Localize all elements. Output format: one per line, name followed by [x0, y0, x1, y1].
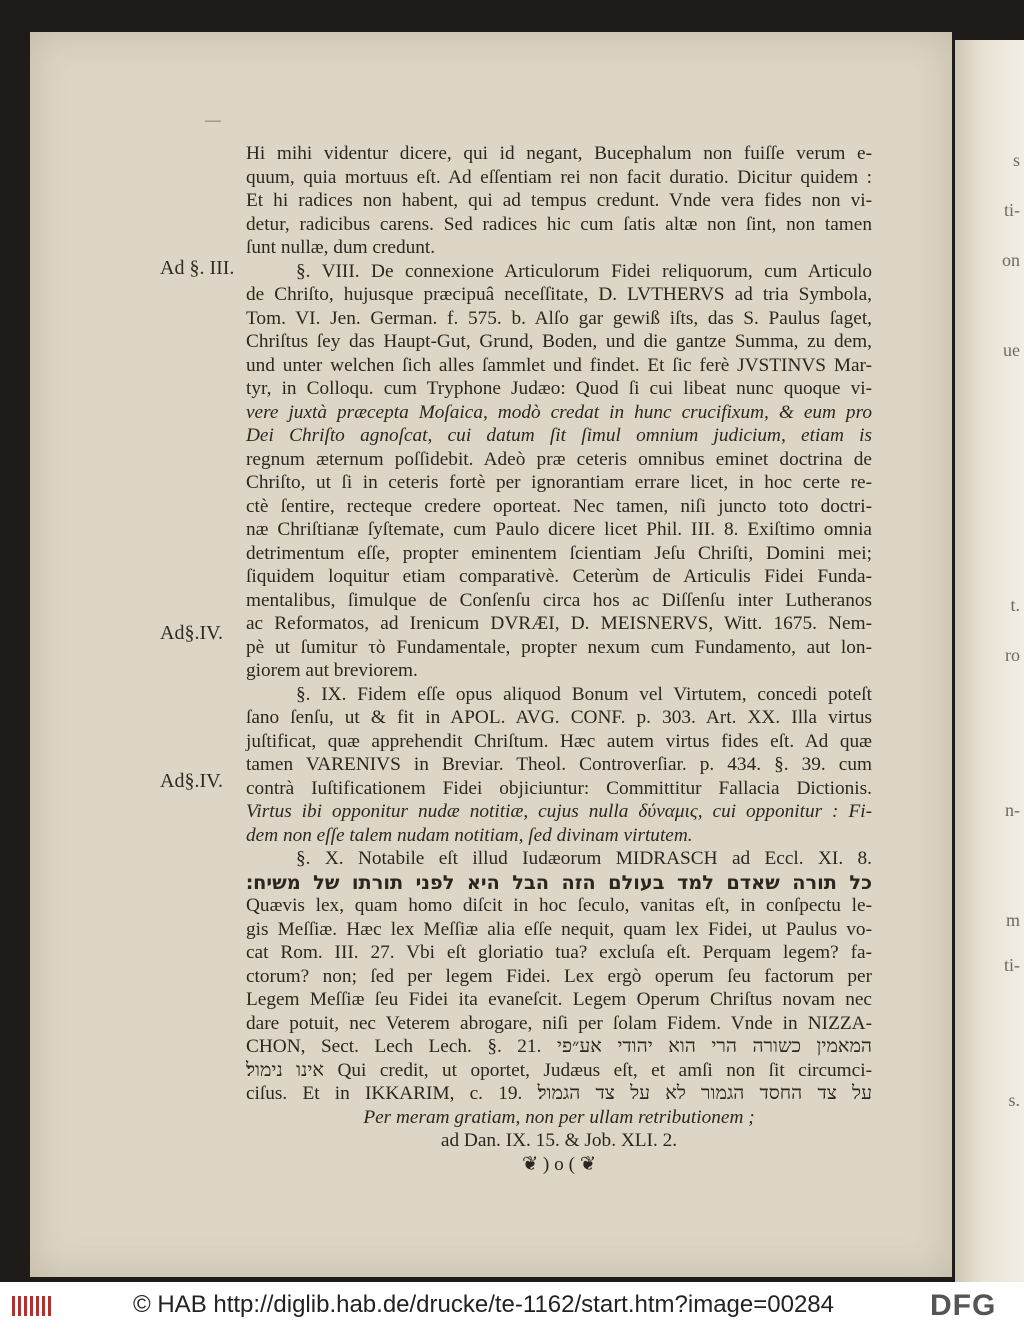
text-line: Per meram gratiam, non per ullam retributionem ; [363, 1106, 755, 1128]
text-line: אינו נימול׃ Qui credit, ut oportet, Judæus eſt, et amſi non ſit circumci- [246, 1059, 873, 1081]
text-line: ctorum? non; ſed per legem Fidei. Lex ergò operum ſeu factorum per [246, 965, 872, 987]
copyright-url[interactable]: © HAB http://diglib.hab.de/drucke/te-1162/start.htm?image=00284 [133, 1291, 834, 1318]
text-line: tyr, in Colloqu. cum Tryphone Judæo: Quod ſi cui libeat nunc quoque vi- [246, 378, 872, 399]
text-line: und unter welchen ſich alles ſammlet und findet. Et ſic ferè JVSTINVS Mar- [246, 354, 872, 376]
hab-library-icon [10, 1292, 54, 1320]
facing-page-edge [955, 40, 1024, 1282]
text-line: detrimentum eſſe, propter eminentem ſcientiam Jeſu Chriſti, Domini mei; [246, 542, 872, 564]
footer-bar [0, 1282, 1024, 1329]
text-line: Dei Chriſto agnoſcat, cui datum ſit ſimul omnium judicium, etiam is [246, 425, 872, 446]
text-line: pè ut ſumitur τὸ Fundamentale, propter nexum cum Fundamento, aut lon- [246, 636, 872, 658]
text-line: Tom. VI. Jen. German. f. 575. b. Alſo gar gewiß iſts, das S. Paulus ſaget, [246, 307, 872, 329]
margin-note: Ad§.IV. [160, 770, 223, 792]
text-line: ctè ſentire, recteque credere oporteat. Nec tamen, niſi juncto toto doctri- [246, 495, 872, 517]
text-line: Legem Meſſiæ ſeu Fidei ita evaneſcit. Legem Operum Chriſtus novam nec [246, 989, 872, 1010]
text-line: Quævis lex, quam homo diſcit in hoc ſeculo, vanitas eſt, in conſpectu le- [246, 895, 872, 916]
text-line: §. X. Notabile eſt illud Iudæorum MIDRASCH ad Eccl. XI. 8. [296, 848, 872, 869]
facing-page-fragment: ue [1003, 340, 1020, 360]
text-line: ad Dan. IX. 15. & Job. XLI. 2. [440, 1130, 678, 1151]
text-line: gis Meſſiæ. Hæc lex Meſſiæ alia eſſe nequit, quam lex Fidei, ut Paulus vo- [246, 918, 872, 940]
facing-page-fragment: n- [1005, 800, 1020, 820]
facing-page-fragment: ti- [1004, 200, 1020, 220]
text-line: Chriſto, ut ſi in ceteris fortè per ignorantiam errare licet, in hoc certe re- [246, 472, 872, 493]
text-line: §. IX. Fidem eſſe opus aliquod Bonum vel Virtutem, concedi poteſt [296, 683, 872, 705]
text-line: mentalibus, ſimulque de Conſenſu circa hos ac Diſſenſu inter Lutheranos [246, 589, 872, 611]
facing-page-fragment: s [1012, 150, 1020, 170]
text-line: Et hi radices non habent, qui ad tempus credunt. Vnde vera fides non vi- [246, 190, 872, 211]
margin-note: Ad§.IV. [160, 622, 223, 644]
text-line: dem non eſſe talem nudam notitiam, ſed divinam virtutem. [246, 824, 693, 846]
facing-page-fragment: m [1005, 910, 1020, 930]
text-line: de Chriſto, hujusque præcipuâ neceſſitate, D. LVTHERVS ad tria Symbola, [246, 284, 872, 305]
text-line: ciſus. Et in IKKARIM, c. 19. על צד החסד הגמור לא על צד הגמול׃ [246, 1083, 872, 1104]
facing-page-fragment: on [1002, 250, 1020, 270]
text-line: juſtificat, quæ apprehendit Chriſtum. Hæc autem virtus fides eſt. Ad quæ [246, 730, 872, 752]
text-line: giorem aut breviorem. [246, 660, 418, 681]
text-line: ſiquidem loquitur etiam comparativè. Ceterùm de Articulis Fidei Funda- [246, 566, 872, 587]
top-dash: — [205, 112, 221, 129]
text-line: Hi mihi videntur dicere, qui id negant, Bucephalum non fuiſſe verum e- [246, 143, 872, 164]
text-line: ſunt nullæ, dum credunt. [246, 237, 436, 258]
text-line: ſano ſenſu, ut & fit in APOL. AVG. CONF. p. 303. Art. XX. Illa virtus [246, 707, 872, 728]
text-line: Virtus ibi opponitur nudæ notitiæ, cujus nulla δύναμις, cui opponitur : Fi- [246, 801, 872, 822]
hebrew-line: כל תורה שאדם למד בעולם הזה הבל היא לפני תורתו של משיח׃ [246, 870, 872, 894]
text-line: vere juxtà præcepta Moſaica, modò credat in hunc crucifixum, & eum pro [246, 401, 872, 423]
text-line: contrà Iuſtificationem Fidei objiciuntur: Committitur Fallacia Dictionis. [246, 777, 872, 799]
dfg-logo: DFG [930, 1289, 997, 1322]
text-line: ac Reformatos, ad Irenicum DVRÆI, D. MEISNERVS, Witt. 1675. Nem- [246, 613, 872, 634]
text-line: quum, quia mortuus eſt. Ad eſſentiam rei non facit duratio. Dicitur quidem : [246, 166, 872, 188]
text-line: §. VIII. De connexione Articulorum Fidei reliquorum, cum Articulo [296, 260, 872, 282]
text-line: CHON, Sect. Lech Lech. §. 21. המאמין כשורה הרי הוא יהודי אע״פי [246, 1036, 873, 1057]
facing-page-fragment: t. [1010, 595, 1020, 615]
ornament: ❦ ) o ( ❦ [521, 1153, 597, 1175]
text-line: regnum æternum poſſidebit. Adeò præ ceteris omnibus eminet doctrina de [246, 448, 872, 470]
text-line: detur, radicibus carens. Sed radices hic cum ſatis altæ non ſint, non tamen [246, 213, 872, 235]
body-text [246, 142, 872, 1176]
facing-page-fragment: ti- [1004, 955, 1020, 975]
margin-note: Ad §. III. [160, 257, 235, 279]
text-line: tamen VARENIVS in Breviar. Theol. Controverſiar. p. 434. §. 39. cum [246, 754, 872, 775]
text-line: Chriſtus ſey das Haupt-Gut, Grund, Boden, und die gantze Summa, zu dem, [246, 331, 872, 352]
text-line: næ Chriſtianæ ſyſtemate, cum Paulo dicere licet Phil. III. 8. Exiſtimo omnia [246, 519, 872, 540]
facing-page-fragment: s. [1008, 1090, 1020, 1110]
facing-page-fragment: ro [1005, 645, 1020, 665]
text-line: cat Rom. III. 27. Vbi eſt gloriatio tua? excluſa eſt. Perquam legem? fa- [246, 942, 872, 963]
text-line: dare potuit, nec Veterem abrogare, niſi per ſolam Fidem. Vnde in NIZZA- [246, 1012, 872, 1034]
